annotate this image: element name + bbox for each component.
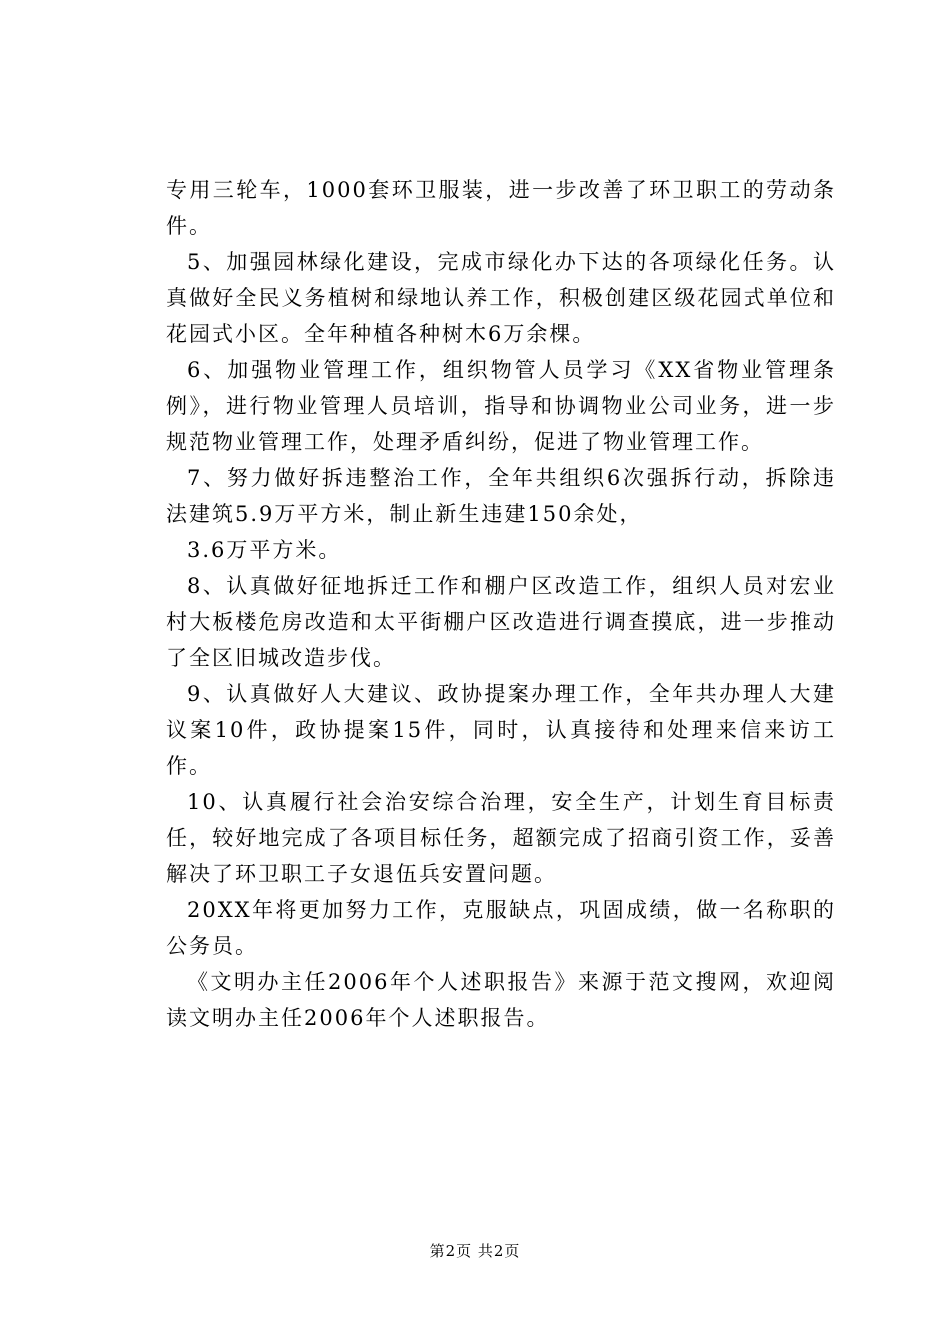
paragraph-item-8: 8、认真做好征地拆迁工作和棚户区改造工作，组织人员对宏业村大板楼危房改造和太平街棚户区改造进行调查摸底，进一步推动了全区旧城改造步伐。: [166, 574, 836, 670]
paragraph-continuation: 专用三轮车，1000套环卫服装，进一步改善了环卫职工的劳动条件。: [166, 178, 836, 238]
document-body: [166, 172, 836, 1036]
paragraph-source: 《文明办主任2006年个人述职报告》来源于范文搜网，欢迎阅读文明办主任2006年个人述职报告。: [166, 970, 836, 1030]
paragraph-item-9: 9、认真做好人大建议、政协提案办理工作，全年共办理人大建议案10件，政协提案15件，同时，认真接待和处理来信来访工作。: [166, 682, 836, 778]
page-number: 第2页 共2页: [429, 1242, 521, 1260]
paragraph-item-6: 6、加强物业管理工作，组织物管人员学习《XX省物业管理条例》，进行物业管理人员培训，指导和协调物业公司业务，进一步规范物业管理工作，处理矛盾纠纷，促进了物业管理工作。: [166, 358, 836, 454]
paragraph-item-7: 7、努力做好拆违整治工作，全年共组织6次强拆行动，拆除违法建筑5.9万平方米，制止新生违建150余处，: [166, 466, 836, 526]
paragraph-item-5: 5、加强园林绿化建设，完成市绿化办下达的各项绿化任务。认真做好全民义务植树和绿地认养工作，积极创建区级花园式单位和花园式小区。全年种植各种树木6万余棵。: [166, 250, 836, 346]
paragraph-item-7-cont: 3.6万平方米。: [187, 538, 342, 562]
paragraph-item-10: 10、认真履行社会治安综合治理，安全生产，计划生育目标责任，较好地完成了各项目标任务，超额完成了招商引资工作，妥善解决了环卫职工子女退伍兵安置问题。: [166, 790, 836, 886]
paragraph-plan: 20XX年将更加努力工作，克服缺点，巩固成绩，做一名称职的公务员。: [166, 898, 836, 958]
